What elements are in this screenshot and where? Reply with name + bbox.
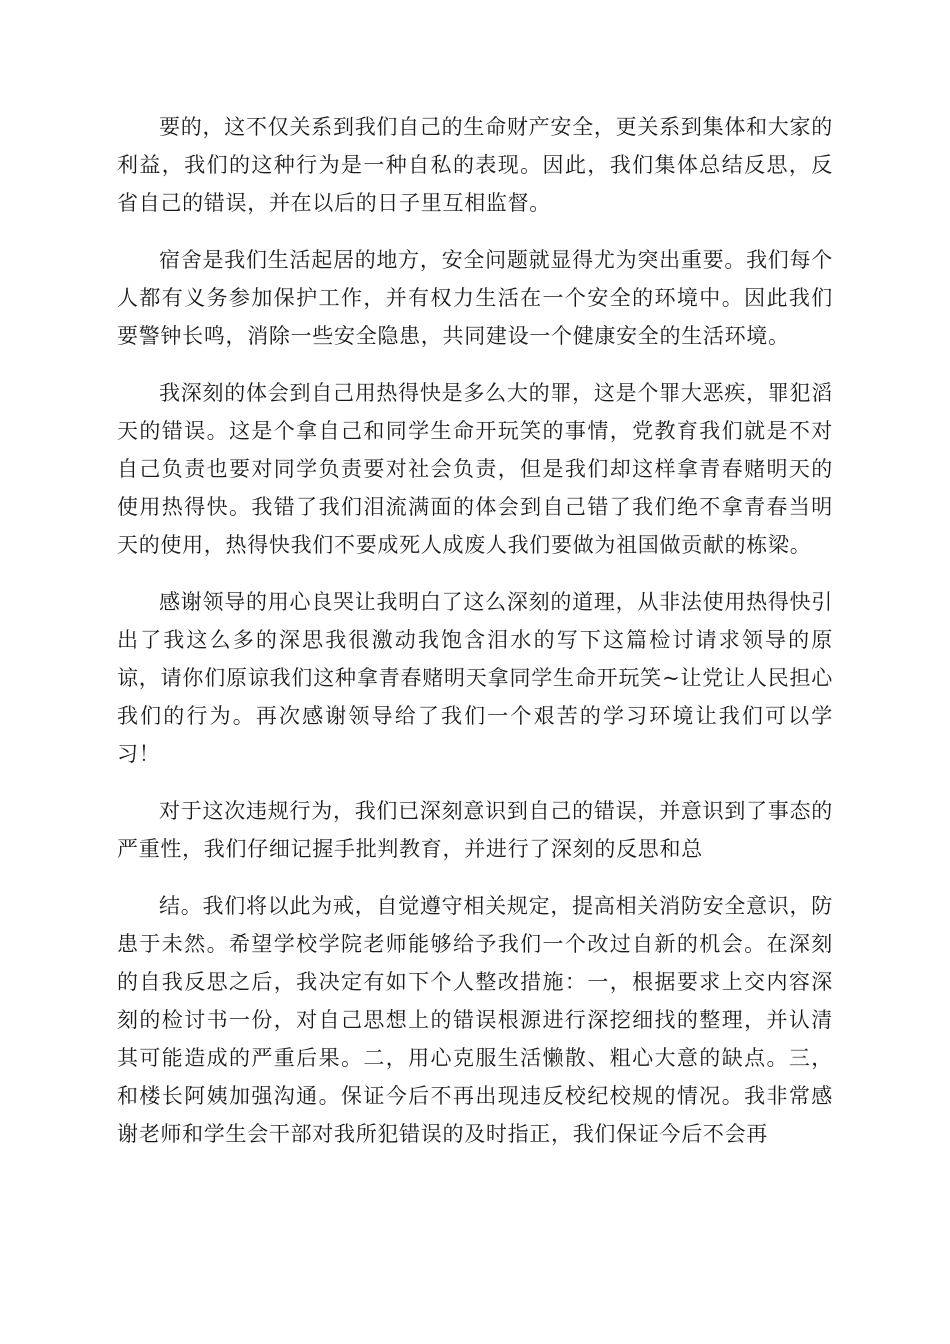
paragraph-6: 结。我们将以此为戒，自觉遵守相关规定，提高相关消防安全意识，防患于未然。希望学校学院老师能够给予我们一个改过自新的机会。在深刻的自我反思之后，我决定有如下个人整改措施：一，根据要求上交内容深刻的检讨书一份，对自己思想上的错误根源进行深挖细找的整理，并认清其可能造成的严重后果。二，用心克服生活懒散、粗心大意的缺点。三，和楼长阿姨加强沟通。保证今后不再出现违反校纪校规的情况。我非常感谢老师和学生会干部对我所犯错误的及时指正，我们保证今后不会再 [117, 894, 833, 1146]
document-body [117, 108, 833, 1172]
paragraph-3: 我深刻的体会到自己用热得快是多么大的罪，这是个罪大恶疾，罪犯滔天的错误。这是个拿自己和同学生命开玩笑的事情，党教育我们就是不对自己负责也要对同学负责要对社会负责，但是我们却这样拿青春赌明天的使用热得快。我错了我们泪流满面的体会到自己错了我们绝不拿青春当明天的使用，热得快我们不要成死人成废人我们要做为祖国做贡献的栋梁。 [117, 381, 833, 557]
paragraph-2: 宿舍是我们生活起居的地方，安全问题就显得尤为突出重要。我们每个人都有义务参加保护工作，并有权力生活在一个安全的环境中。因此我们要警钟长鸣，消除一些安全隐患，共同建设一个健康安全的生活环境。 [117, 248, 833, 348]
paragraph-4: 感谢领导的用心良哭让我明白了这么深刻的道理，从非法使用热得快引出了我这么多的深思我很激动我饱含泪水的写下这篇检讨请求领导的原谅，请你们原谅我们这种拿青春赌明天拿同学生命开玩笑~让党让人民担心我们的行为。再次感谢领导给了我们一个艰苦的学习环境让我们可以学习！ [117, 590, 833, 766]
paragraph-1: 要的，这不仅关系到我们自己的生命财产安全，更关系到集体和大家的利益，我们的这种行为是一种自私的表现。因此，我们集体总结反思，反省自己的错误，并在以后的日子里互相监督。 [117, 115, 833, 215]
paragraph-5: 对于这次违规行为，我们已深刻意识到自己的错误，并意识到了事态的严重性，我们仔细记握手批判教育，并进行了深刻的反思和总 [117, 799, 833, 861]
